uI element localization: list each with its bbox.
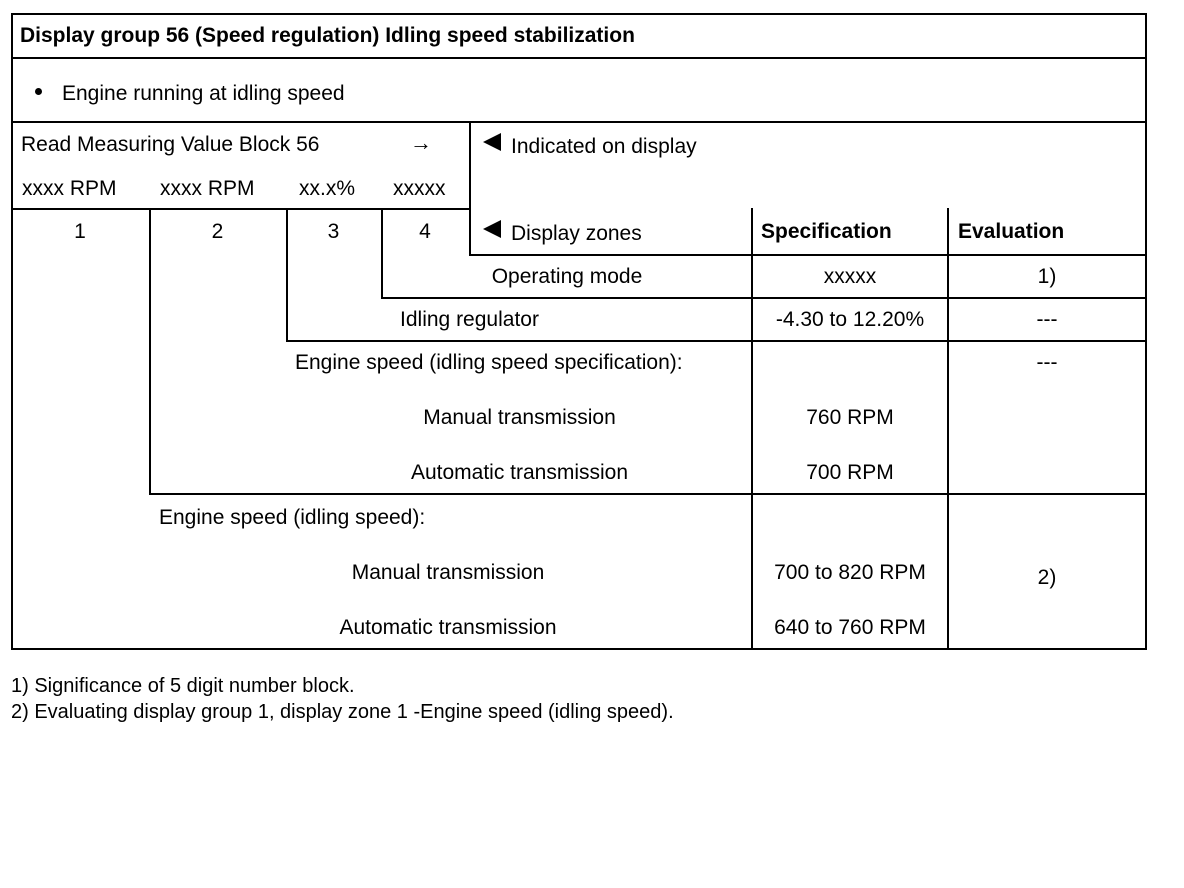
table-border-top	[11, 13, 1147, 15]
engine-speed-label: Engine speed (idling speed):	[159, 506, 426, 529]
idling-regulator-eval: ---	[1036, 308, 1058, 331]
engine-speed-spec-manual-label: Manual transmission	[423, 406, 616, 429]
engine-speed-manual-label: Manual transmission	[351, 561, 545, 584]
left-triangle-icon	[483, 133, 501, 151]
engine-speed-spec-auto-value: 700 RPM	[806, 461, 894, 484]
table-border-right	[1145, 13, 1147, 650]
engine-speed-spec-label: Engine speed (idling speed specification):	[295, 351, 683, 374]
right-arrow-icon: →	[410, 130, 432, 155]
bullet-icon	[35, 88, 42, 95]
read-field-4: xxxxx	[393, 177, 446, 200]
rule-below-engine-speed-spec	[149, 493, 1147, 495]
engine-speed-auto-label: Automatic transmission	[339, 616, 557, 639]
evaluation-header: Evaluation	[958, 220, 1065, 243]
left-triangle-icon	[483, 220, 501, 238]
document-title: Display group 56 (Speed regulation) Idling speed stabilization	[20, 24, 635, 47]
specification-header: Specification	[761, 220, 892, 243]
display-zones-label: Display zones	[511, 222, 642, 245]
rule-below-read-block	[11, 208, 471, 210]
engine-speed-spec-eval: ---	[1036, 351, 1058, 374]
engine-speed-spec-auto-label: Automatic transmission	[410, 461, 629, 484]
zone-number-4: 4	[419, 220, 431, 243]
engine-speed-eval: 2)	[1037, 566, 1057, 589]
rule-below-zones-header	[469, 254, 1147, 256]
zone-number-1: 1	[74, 220, 86, 243]
read-field-1: xxxx RPM	[22, 177, 117, 200]
engine-speed-manual-value: 700 to 820 RPM	[774, 561, 926, 584]
read-block-label: Read Measuring Value Block 56	[21, 133, 320, 156]
divider-zone-1	[149, 208, 151, 495]
rule-below-idling-regulator	[286, 340, 1147, 342]
engine-speed-spec-manual-value: 760 RPM	[806, 406, 894, 429]
zone-number-3: 3	[327, 220, 340, 243]
indicated-on-display-label: Indicated on display	[511, 135, 697, 158]
rule-below-title	[11, 57, 1147, 59]
precondition-text: Engine running at idling speed	[62, 82, 345, 105]
idling-regulator-spec: -4.30 to 12.20%	[775, 308, 925, 331]
operating-mode-eval: 1)	[1037, 265, 1057, 288]
footnote-1: 1) Significance of 5 digit number block.	[11, 675, 355, 697]
divider-display-area	[469, 121, 471, 255]
idling-regulator-label: Idling regulator	[400, 308, 539, 331]
rule-below-precondition	[11, 121, 1147, 123]
operating-mode-label: Operating mode	[491, 265, 643, 288]
operating-mode-spec: xxxxx	[823, 265, 877, 288]
read-field-3: xx.x%	[299, 177, 356, 200]
read-field-2: xxxx RPM	[160, 177, 255, 200]
table-border-bottom	[11, 648, 1147, 650]
engine-speed-auto-value: 640 to 760 RPM	[774, 616, 926, 639]
rule-below-operating-mode	[381, 297, 1147, 299]
zone-number-2: 2	[211, 220, 224, 243]
footnote-2: 2) Evaluating display group 1, display zone 1 -Engine speed (idling speed).	[11, 701, 674, 723]
table-border-left	[11, 13, 13, 650]
